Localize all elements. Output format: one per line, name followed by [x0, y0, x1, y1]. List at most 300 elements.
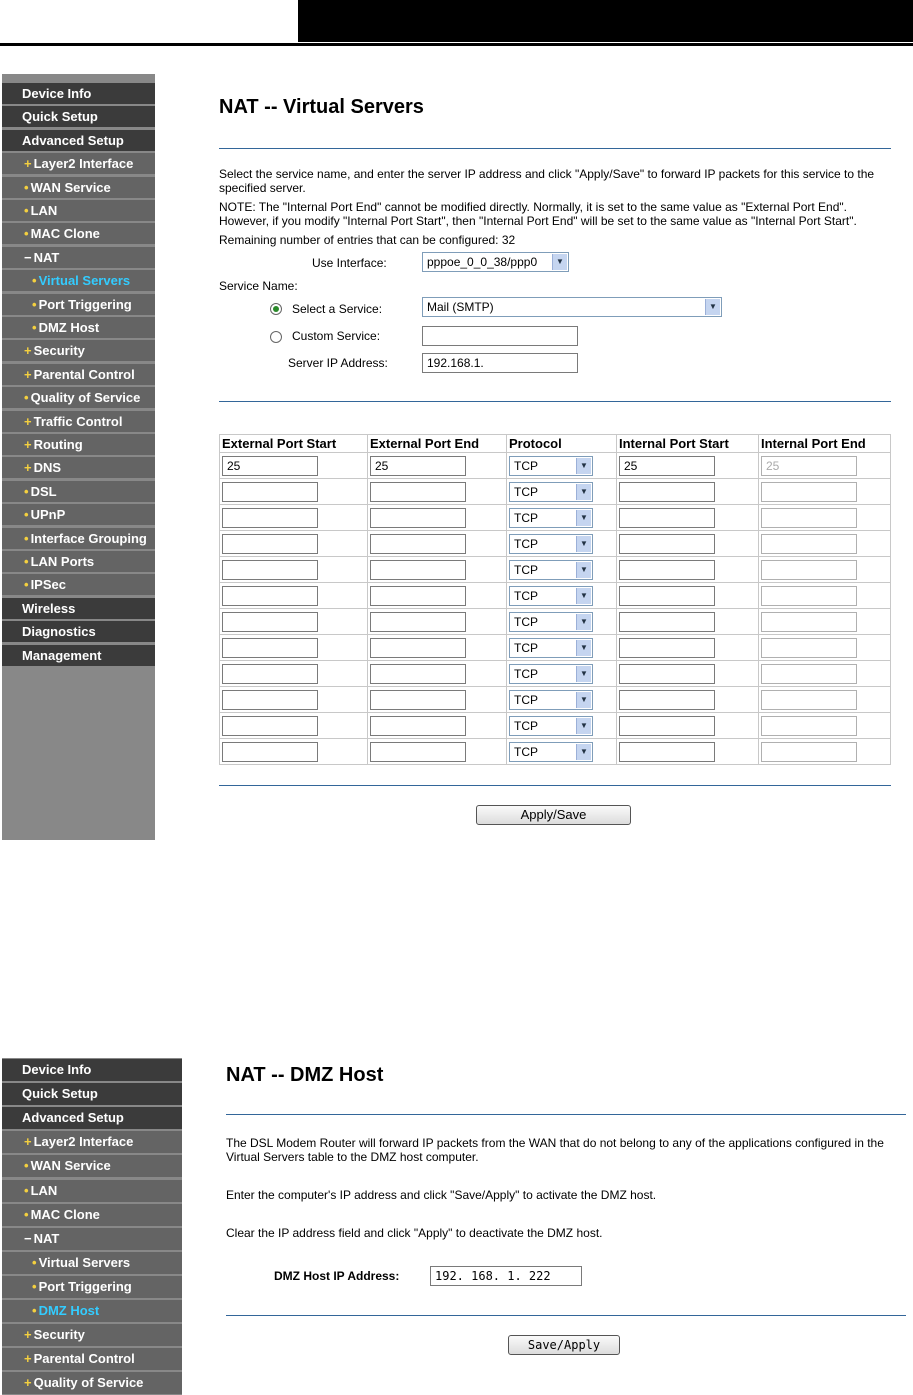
table-cell	[617, 453, 759, 479]
sidebar-item-label: Device Info	[22, 1062, 92, 1077]
table-cell	[759, 713, 891, 739]
sidebar-item-nat[interactable]	[2, 1228, 182, 1250]
expand-icon: +	[24, 1134, 32, 1150]
external-port-end-input[interactable]	[370, 638, 466, 658]
sidebar-item-label: WAN Service	[30, 1158, 111, 1174]
internal-port-end-input	[761, 638, 857, 658]
protocol-value: TCP	[514, 718, 538, 733]
sidebar-item-ipsec[interactable]	[2, 574, 155, 595]
chevron-down-icon: ▼	[576, 666, 591, 682]
chevron-down-icon: ▼	[576, 640, 591, 656]
external-port-end-input[interactable]	[370, 586, 466, 606]
table-cell	[759, 557, 891, 583]
chevron-down-icon: ▼	[576, 458, 591, 474]
table-cell	[368, 583, 507, 609]
protocol-select[interactable]	[509, 612, 593, 632]
bullet-icon: •	[32, 296, 37, 312]
external-port-end-input[interactable]	[370, 456, 466, 476]
external-port-start-input[interactable]	[222, 612, 318, 632]
sidebar-item-port-triggering[interactable]	[2, 294, 155, 315]
sidebar-item-label: IPSec	[30, 577, 66, 593]
bullet-icon: •	[32, 1254, 37, 1270]
sidebar-item-quick-setup[interactable]	[2, 1083, 182, 1105]
server-ip-label: Server IP Address:	[288, 356, 388, 370]
table-row	[220, 531, 891, 557]
custom-service-radio[interactable]	[270, 331, 282, 343]
bullet-icon: •	[24, 554, 29, 569]
table-cell	[617, 557, 759, 583]
bullet-icon: •	[32, 1278, 37, 1294]
col-internal-port-end: Internal Port End	[759, 435, 891, 453]
table-cell	[507, 635, 617, 661]
sidebar-item-label: Interface Grouping	[30, 530, 147, 546]
table-row	[220, 739, 891, 765]
sidebar-item-dmz-host[interactable]	[2, 317, 155, 338]
virtual-servers-screenshot	[2, 74, 911, 840]
external-port-start-input[interactable]	[222, 456, 318, 476]
table-cell	[507, 531, 617, 557]
apply-save-button[interactable]: Apply/Save	[476, 805, 631, 825]
sidebar-item-parental-control[interactable]	[2, 364, 155, 385]
header-rule	[0, 43, 913, 46]
sidebar-item-device-info[interactable]	[2, 83, 155, 104]
chevron-down-icon: ▼	[576, 536, 591, 552]
external-port-start-input[interactable]	[222, 664, 318, 684]
table-cell	[759, 583, 891, 609]
bullet-icon: •	[32, 320, 37, 335]
protocol-value: TCP	[514, 536, 538, 551]
external-port-end-input[interactable]	[370, 742, 466, 762]
sidebar-item-label: Routing	[33, 437, 83, 452]
external-port-end-input[interactable]	[370, 482, 466, 502]
chevron-down-icon: ▼	[576, 510, 591, 526]
bullet-icon: •	[24, 390, 29, 406]
table-cell	[617, 661, 759, 687]
external-port-start-input[interactable]	[222, 534, 318, 554]
protocol-value: TCP	[514, 640, 538, 655]
page-title: NAT -- Virtual Servers	[219, 96, 424, 118]
protocol-select[interactable]	[509, 482, 593, 502]
custom-service-input[interactable]	[422, 326, 578, 346]
bullet-icon: •	[24, 203, 29, 218]
collapse-icon: −	[24, 1230, 32, 1246]
save-apply-button[interactable]: Save/Apply	[508, 1335, 620, 1355]
expand-icon: +	[24, 437, 32, 452]
table-cell	[759, 531, 891, 557]
table-cell	[617, 713, 759, 739]
table-cell	[617, 531, 759, 557]
table-cell	[220, 739, 368, 765]
select-service-radio[interactable]	[270, 303, 282, 315]
internal-port-end-input	[761, 508, 857, 528]
sidebar-item-parental-control[interactable]	[2, 1348, 182, 1370]
chevron-down-icon: ▼	[576, 718, 591, 734]
expand-icon: +	[24, 413, 32, 429]
table-row	[220, 687, 891, 713]
bullet-icon: •	[32, 1303, 37, 1318]
bullet-icon: •	[24, 1158, 29, 1174]
port-table	[219, 434, 891, 765]
sidebar-item-label: UPnP	[30, 507, 66, 523]
sidebar-item-advanced-setup[interactable]	[2, 1107, 182, 1129]
sidebar-item-security[interactable]	[2, 340, 155, 361]
protocol-value: TCP	[514, 562, 538, 577]
internal-port-start-input[interactable]	[619, 690, 715, 710]
sidebar-nav	[2, 1058, 182, 1395]
sidebar-item-label: LAN	[30, 203, 58, 218]
table-cell	[507, 453, 617, 479]
sidebar-item-label: LAN Ports	[30, 554, 95, 569]
table-cell	[368, 505, 507, 531]
internal-port-end-input	[761, 456, 857, 476]
sidebar-item-traffic-control[interactable]	[2, 411, 155, 432]
external-port-start-input[interactable]	[222, 482, 318, 502]
note-line-1: NOTE: The "Internal Port End" cannot be modified directly. Normally, it is set to the same value as "External Port End".	[219, 200, 847, 214]
table-row	[220, 583, 891, 609]
table-cell	[507, 713, 617, 739]
table-cell	[220, 661, 368, 687]
sidebar-item-dmz-host[interactable]	[2, 1300, 182, 1322]
sidebar-item-label: Parental Control	[33, 366, 135, 382]
chevron-down-icon: ▼	[576, 744, 591, 760]
sidebar-item-label: MAC Clone	[30, 226, 100, 242]
protocol-select[interactable]	[509, 716, 593, 736]
service-select-value: Mail (SMTP)	[427, 300, 494, 314]
page-title: NAT -- DMZ Host	[226, 1064, 384, 1086]
table-row	[220, 505, 891, 531]
table-cell	[220, 609, 368, 635]
sidebar-item-port-triggering[interactable]	[2, 1276, 182, 1298]
table-cell	[759, 479, 891, 505]
bullet-icon: •	[24, 507, 29, 523]
sidebar-item-lan[interactable]	[2, 1180, 182, 1202]
protocol-select[interactable]	[509, 638, 593, 658]
table-row	[220, 635, 891, 661]
main-content	[155, 74, 911, 840]
protocol-select[interactable]	[509, 664, 593, 684]
protocol-value: TCP	[514, 510, 538, 525]
chevron-down-icon: ▼	[576, 692, 591, 708]
table-cell	[368, 531, 507, 557]
protocol-select[interactable]	[509, 560, 593, 580]
table-header-row	[220, 435, 891, 453]
protocol-value: TCP	[514, 614, 538, 629]
table-cell	[368, 661, 507, 687]
protocol-select[interactable]	[509, 508, 593, 528]
protocol-value: TCP	[514, 458, 538, 473]
dmz-description: The DSL Modem Router will forward IP packets from the WAN that do not belong to any of the applications configured in the Virtual Servers table to the DMZ host computer.	[226, 1136, 884, 1164]
sidebar-item-dns[interactable]	[2, 457, 155, 478]
internal-port-end-input	[761, 742, 857, 762]
chevron-down-icon: ▼	[576, 562, 591, 578]
internal-port-end-input	[761, 664, 857, 684]
table-cell	[368, 609, 507, 635]
table-row	[220, 713, 891, 739]
protocol-select[interactable]	[509, 690, 593, 710]
chevron-down-icon: ▼	[576, 484, 591, 500]
table-cell	[220, 479, 368, 505]
sidebar-item-label: Security	[33, 1327, 85, 1343]
sidebar-item-diagnostics[interactable]	[2, 621, 155, 642]
sidebar-item-label: DMZ Host	[38, 1303, 100, 1318]
table-cell	[759, 453, 891, 479]
table-cell	[759, 687, 891, 713]
use-interface-select[interactable]	[422, 252, 569, 272]
table-cell	[220, 635, 368, 661]
table-cell	[507, 583, 617, 609]
bullet-icon: •	[24, 179, 29, 195]
external-port-start-input[interactable]	[222, 508, 318, 528]
external-port-start-input[interactable]	[222, 586, 318, 606]
sidebar-item-virtual-servers[interactable]	[2, 1252, 182, 1274]
title-divider	[219, 148, 891, 149]
bullet-icon: •	[24, 226, 29, 242]
expand-icon: +	[24, 366, 32, 382]
external-port-end-input[interactable]	[370, 612, 466, 632]
sidebar-item-label: Port Triggering	[38, 1278, 132, 1294]
use-interface-label: Use Interface:	[312, 256, 387, 270]
table-cell	[368, 557, 507, 583]
sidebar-item-label: Virtual Servers	[38, 273, 131, 289]
bullet-icon: •	[24, 530, 29, 546]
bullet-icon: •	[32, 273, 37, 289]
chevron-down-icon: ▼	[576, 588, 591, 604]
internal-port-start-input[interactable]	[619, 456, 715, 476]
table-cell	[368, 635, 507, 661]
internal-port-start-input[interactable]	[619, 612, 715, 632]
sidebar-item-wireless[interactable]	[2, 598, 155, 619]
sidebar-item-label: MAC Clone	[30, 1206, 100, 1222]
table-cell	[507, 687, 617, 713]
table-cell	[617, 739, 759, 765]
table-cell	[220, 583, 368, 609]
protocol-select[interactable]	[509, 586, 593, 606]
col-protocol: Protocol	[507, 435, 617, 453]
external-port-start-input[interactable]	[222, 560, 318, 580]
sidebar-item-label: WAN Service	[30, 179, 111, 195]
bullet-icon: •	[24, 483, 29, 499]
sidebar-item-label: Quick Setup	[22, 109, 98, 125]
sidebar-item-label: LAN	[30, 1182, 58, 1198]
col-external-port-start: External Port Start	[220, 435, 368, 453]
bullet-icon: •	[24, 1182, 29, 1198]
internal-port-end-input	[761, 560, 857, 580]
protocol-select[interactable]	[509, 456, 593, 476]
dmz-ip-input[interactable]	[430, 1266, 582, 1286]
protocol-value: TCP	[514, 666, 538, 681]
sidebar-item-label: Layer2 Interface	[33, 1134, 134, 1150]
sidebar-item-wan-service[interactable]	[2, 177, 155, 198]
external-port-end-input[interactable]	[370, 664, 466, 684]
sidebar-item-virtual-servers[interactable]	[2, 270, 155, 291]
table-cell	[507, 739, 617, 765]
protocol-value: TCP	[514, 692, 538, 707]
sidebar-item-mac-clone[interactable]	[2, 223, 155, 244]
external-port-end-input[interactable]	[370, 508, 466, 528]
bullet-icon: •	[24, 577, 29, 593]
table-cell	[507, 609, 617, 635]
sidebar-item-label: Device Info	[22, 86, 92, 101]
table-cell	[368, 479, 507, 505]
table-cell	[617, 583, 759, 609]
table-cell	[759, 635, 891, 661]
internal-port-start-input[interactable]	[619, 586, 715, 606]
table-cell	[759, 609, 891, 635]
table-cell	[220, 713, 368, 739]
sidebar-item-quality-of-service[interactable]	[2, 387, 155, 408]
sidebar-item-device-info[interactable]	[2, 1059, 182, 1081]
external-port-end-input[interactable]	[370, 690, 466, 710]
chevron-down-icon: ▼	[552, 254, 567, 270]
internal-port-end-input	[761, 690, 857, 710]
sidebar-item-upnp[interactable]	[2, 504, 155, 525]
sidebar-item-interface-grouping[interactable]	[2, 528, 155, 549]
sidebar-item-label: Port Triggering	[38, 296, 132, 312]
sidebar-nav	[2, 74, 155, 840]
main-content	[182, 1058, 911, 1395]
internal-port-start-input[interactable]	[619, 560, 715, 580]
protocol-value: TCP	[514, 588, 538, 603]
dmz-deactivate-instruction: Clear the IP address field and click "Apply" to deactivate the DMZ host.	[226, 1226, 603, 1240]
use-interface-value: pppoe_0_0_38/ppp0	[427, 255, 538, 269]
sidebar-item-management[interactable]	[2, 645, 155, 666]
intro-text: Select the service name, and enter the server IP address and click "Apply/Save" to forward IP packets for this service to the specified server.	[219, 167, 875, 195]
sidebar-item-quick-setup[interactable]	[2, 106, 155, 127]
table-cell	[759, 739, 891, 765]
table-cell	[617, 479, 759, 505]
sidebar-item-advanced-setup[interactable]	[2, 130, 155, 151]
sidebar-item-label: Advanced Setup	[22, 132, 124, 148]
internal-port-start-input[interactable]	[619, 482, 715, 502]
external-port-start-input[interactable]	[222, 716, 318, 736]
expand-icon: +	[24, 1375, 32, 1391]
internal-port-end-input	[761, 586, 857, 606]
table-cell	[368, 739, 507, 765]
protocol-value: TCP	[514, 744, 538, 759]
table-cell	[368, 713, 507, 739]
sidebar-item-quality-of-service[interactable]	[2, 1372, 182, 1394]
sidebar-item-label: Quality of Service	[30, 390, 141, 406]
sidebar-item-routing[interactable]	[2, 434, 155, 455]
internal-port-end-input	[761, 482, 857, 502]
sidebar-item-layer2-interface[interactable]	[2, 153, 155, 174]
sidebar-item-lan[interactable]	[2, 200, 155, 221]
table-cell	[220, 687, 368, 713]
sidebar-item-dsl[interactable]	[2, 481, 155, 502]
sidebar-item-wan-service[interactable]	[2, 1155, 182, 1177]
internal-port-start-input[interactable]	[619, 638, 715, 658]
expand-icon: +	[24, 1351, 32, 1367]
table-cell	[759, 505, 891, 531]
sidebar-item-mac-clone[interactable]	[2, 1204, 182, 1226]
table-cell	[507, 479, 617, 505]
protocol-select[interactable]	[509, 534, 593, 554]
bullet-icon: •	[24, 1206, 29, 1222]
form-divider	[226, 1315, 906, 1316]
table-row	[220, 479, 891, 505]
external-port-end-input[interactable]	[370, 534, 466, 554]
remaining-entries: Remaining number of entries that can be configured: 32	[219, 233, 516, 247]
service-select[interactable]	[422, 297, 722, 317]
internal-port-start-input[interactable]	[619, 534, 715, 554]
protocol-value: TCP	[514, 484, 538, 499]
internal-port-start-input[interactable]	[619, 508, 715, 528]
table-cell	[368, 687, 507, 713]
sidebar-item-label: Traffic Control	[33, 413, 123, 429]
server-ip-input[interactable]	[422, 353, 578, 373]
sidebar-item-label: Diagnostics	[22, 624, 96, 640]
title-divider	[226, 1114, 906, 1115]
external-port-start-input[interactable]	[222, 638, 318, 658]
header-bar	[298, 0, 913, 42]
sidebar-item-security[interactable]	[2, 1324, 182, 1346]
sidebar-item-label: NAT	[33, 249, 60, 265]
internal-port-end-input	[761, 534, 857, 554]
internal-port-start-input[interactable]	[619, 742, 715, 762]
external-port-end-input[interactable]	[370, 560, 466, 580]
table-row	[220, 557, 891, 583]
sidebar-item-layer2-interface[interactable]	[2, 1131, 182, 1153]
expand-icon: +	[24, 1327, 32, 1343]
table-cell	[617, 635, 759, 661]
collapse-icon: −	[24, 249, 32, 265]
expand-icon: +	[24, 156, 32, 172]
table-cell	[507, 661, 617, 687]
sidebar-item-label: DMZ Host	[38, 320, 100, 335]
dmz-host-screenshot	[2, 1058, 911, 1395]
sidebar-item-nat[interactable]	[2, 247, 155, 268]
internal-port-start-input[interactable]	[619, 716, 715, 736]
table-row	[220, 609, 891, 635]
chevron-down-icon: ▼	[705, 299, 720, 315]
sidebar-item-label: Layer2 Interface	[33, 156, 134, 172]
table-cell	[617, 609, 759, 635]
sidebar-item-label: Virtual Servers	[38, 1254, 131, 1270]
sidebar-item-label: Advanced Setup	[22, 1110, 124, 1126]
sidebar-item-lan-ports[interactable]	[2, 551, 155, 572]
chevron-down-icon: ▼	[576, 614, 591, 630]
service-name-label: Service Name:	[219, 279, 298, 293]
table-cell	[759, 661, 891, 687]
col-external-port-end: External Port End	[368, 435, 507, 453]
external-port-end-input[interactable]	[370, 716, 466, 736]
sidebar-item-label: Wireless	[22, 600, 76, 616]
table-row	[220, 661, 891, 687]
table-row	[220, 453, 891, 479]
select-service-label: Select a Service:	[292, 302, 383, 316]
sidebar-item-label: Quick Setup	[22, 1086, 98, 1102]
table-cell	[617, 687, 759, 713]
table-cell	[220, 505, 368, 531]
sidebar-item-label: Security	[33, 343, 85, 359]
dmz-ip-label: DMZ Host IP Address:	[274, 1269, 400, 1283]
internal-port-start-input[interactable]	[619, 664, 715, 684]
protocol-select[interactable]	[509, 742, 593, 762]
table-cell	[220, 453, 368, 479]
custom-service-label: Custom Service:	[292, 329, 381, 343]
expand-icon: +	[24, 343, 32, 359]
col-internal-port-start: Internal Port Start	[617, 435, 759, 453]
table-cell	[507, 557, 617, 583]
note-line-2: However, if you modify "Internal Port Start", then "Internal Port End" will be set to the same value as "Internal Port Start".	[219, 214, 857, 228]
table-cell	[220, 557, 368, 583]
expand-icon: +	[24, 460, 32, 476]
external-port-start-input[interactable]	[222, 690, 318, 710]
external-port-start-input[interactable]	[222, 742, 318, 762]
table-cell	[617, 505, 759, 531]
sidebar-item-label: DNS	[33, 460, 62, 476]
sidebar-item-label: Quality of Service	[33, 1375, 144, 1391]
